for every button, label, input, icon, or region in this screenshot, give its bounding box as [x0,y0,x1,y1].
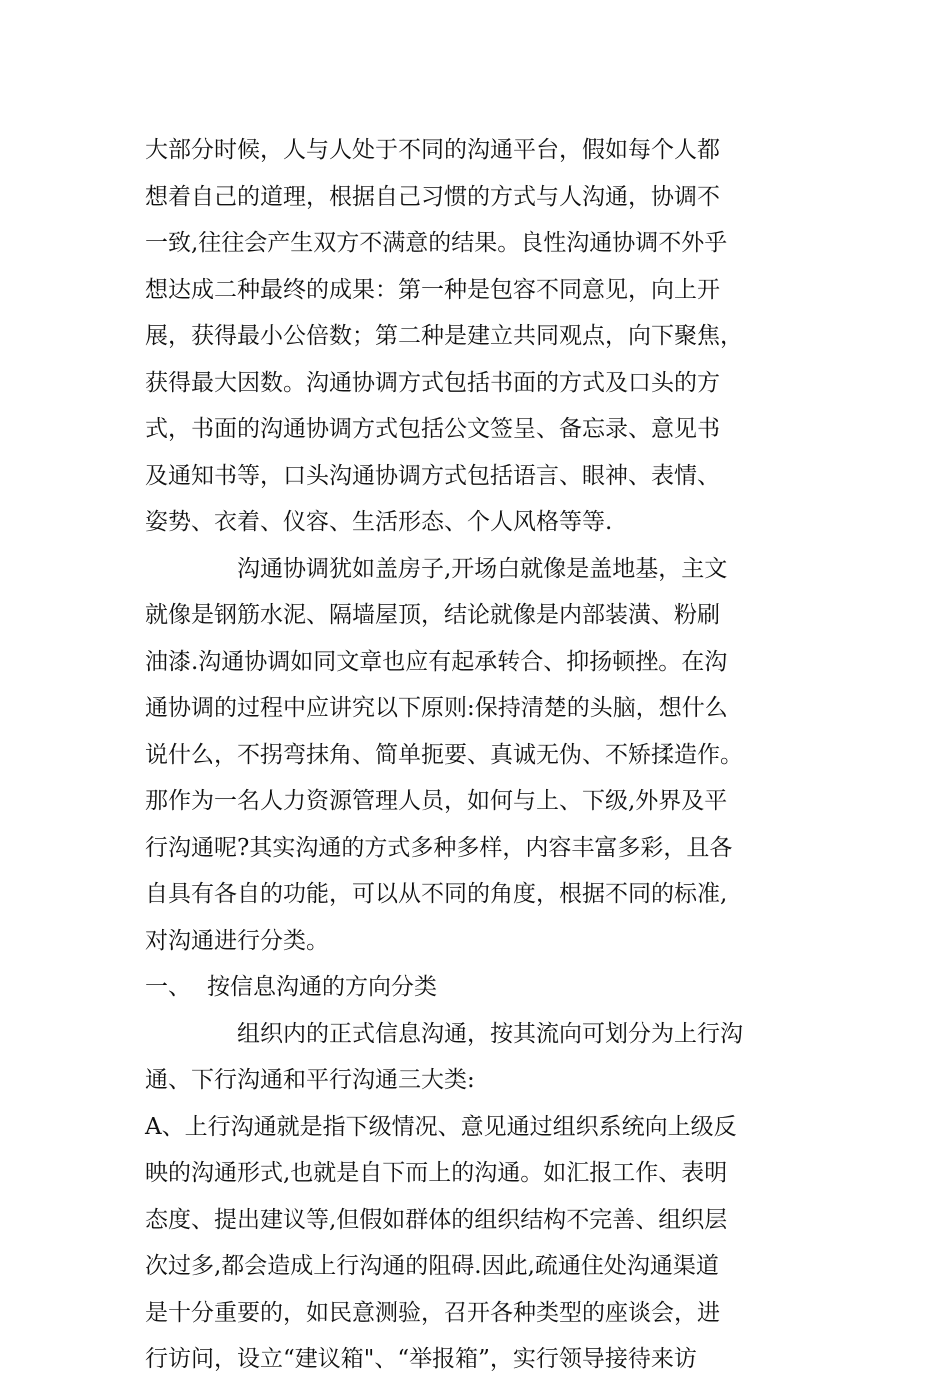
paragraph-2 [145,546,805,965]
text-line: 那作为一名人力资源管理人员，如何与上、下级,外界及平 [145,788,728,814]
text-line: 映的沟通形式,也就是自下而上的沟通。如汇报工作、表明 [145,1160,728,1186]
text-line: 是十分重要的，如民意测验，召开各种类型的座谈会，进 [145,1299,720,1326]
text-line: 想着自己的道理，根据自己习惯的方式与人沟通，协调不 [145,183,720,210]
text-line: 说什么，不拐弯抹角、简单扼要、真诚无伪、不矫揉造作。 [145,741,743,768]
text-line: 组织内的正式信息沟通，按其流向可划分为上行沟 [237,1020,743,1047]
text-line: 行沟通呢?其实沟通的方式多种多样，内容丰富多彩，且各 [145,834,733,861]
text-line: 油漆.沟通协调如同文章也应有起承转合、抑扬顿挫。在沟 [145,648,728,675]
text-line: 及通知书等，口头沟通协调方式包括语言、眼神、表情、 [145,462,720,489]
text-line: 大部分时候，人与人处于不同的沟通平台，假如每个人都 [145,137,720,163]
text-line: 态度、提出建议等,但假如群体的组织结构不完善、组织层 [145,1206,728,1233]
section-heading [145,964,805,1011]
text-line: 一致,往往会产生双方不满意的结果。良性沟通协调不外乎 [145,230,728,256]
text-line: 对沟通进行分类。 [145,927,329,954]
text-line: 姿势、衣着、仪容、生活形态、个人风格等等. [145,509,613,535]
paragraph-4 [145,1104,805,1383]
text-line: 通协调的过程中应讲究以下原则:保持清楚的头脑，想什么 [145,695,728,721]
section-title: 按信息沟通的方向分类 [207,974,437,1000]
text-line: 想达成二种最终的成果：第一种是包容不同意见，向上开 [145,276,720,303]
paragraph-1 [145,127,805,546]
text-line: 展，获得最小公倍数；第二种是建立共同观点，向下聚焦， [145,323,743,349]
paragraph-3 [145,1011,805,1104]
text-line: 自具有各自的功能，可以从不同的角度，根据不同的标准, [145,881,728,907]
text-line: 次过多,都会造成上行沟通的阻碍.因此,疏通住处沟通渠道 [145,1253,719,1279]
text-line: 获得最大因数。沟通协调方式包括书面的方式及口头的方 [145,369,720,396]
text-line: 沟通协调犹如盖房子,开场白就像是盖地基，主文 [237,555,728,582]
text-line: 行访问，设立“建议箱"、“举报箱”，实行领导接待来访 [145,1346,697,1372]
text-line: A、上行沟通就是指下级情况、意见通过组织系统向上级反 [145,1113,737,1140]
section-number: 一、 [145,974,191,1000]
text-line: 通、下行沟通和平行沟通三大类: [145,1067,475,1093]
text-line: 就像是钢筋水泥、隔墙屋顶，结论就像是内部装潢、粉刷 [145,602,720,628]
document-page [145,127,805,1383]
text-line: 式，书面的沟通协调方式包括公文签呈、备忘录、意见书 [145,416,720,442]
